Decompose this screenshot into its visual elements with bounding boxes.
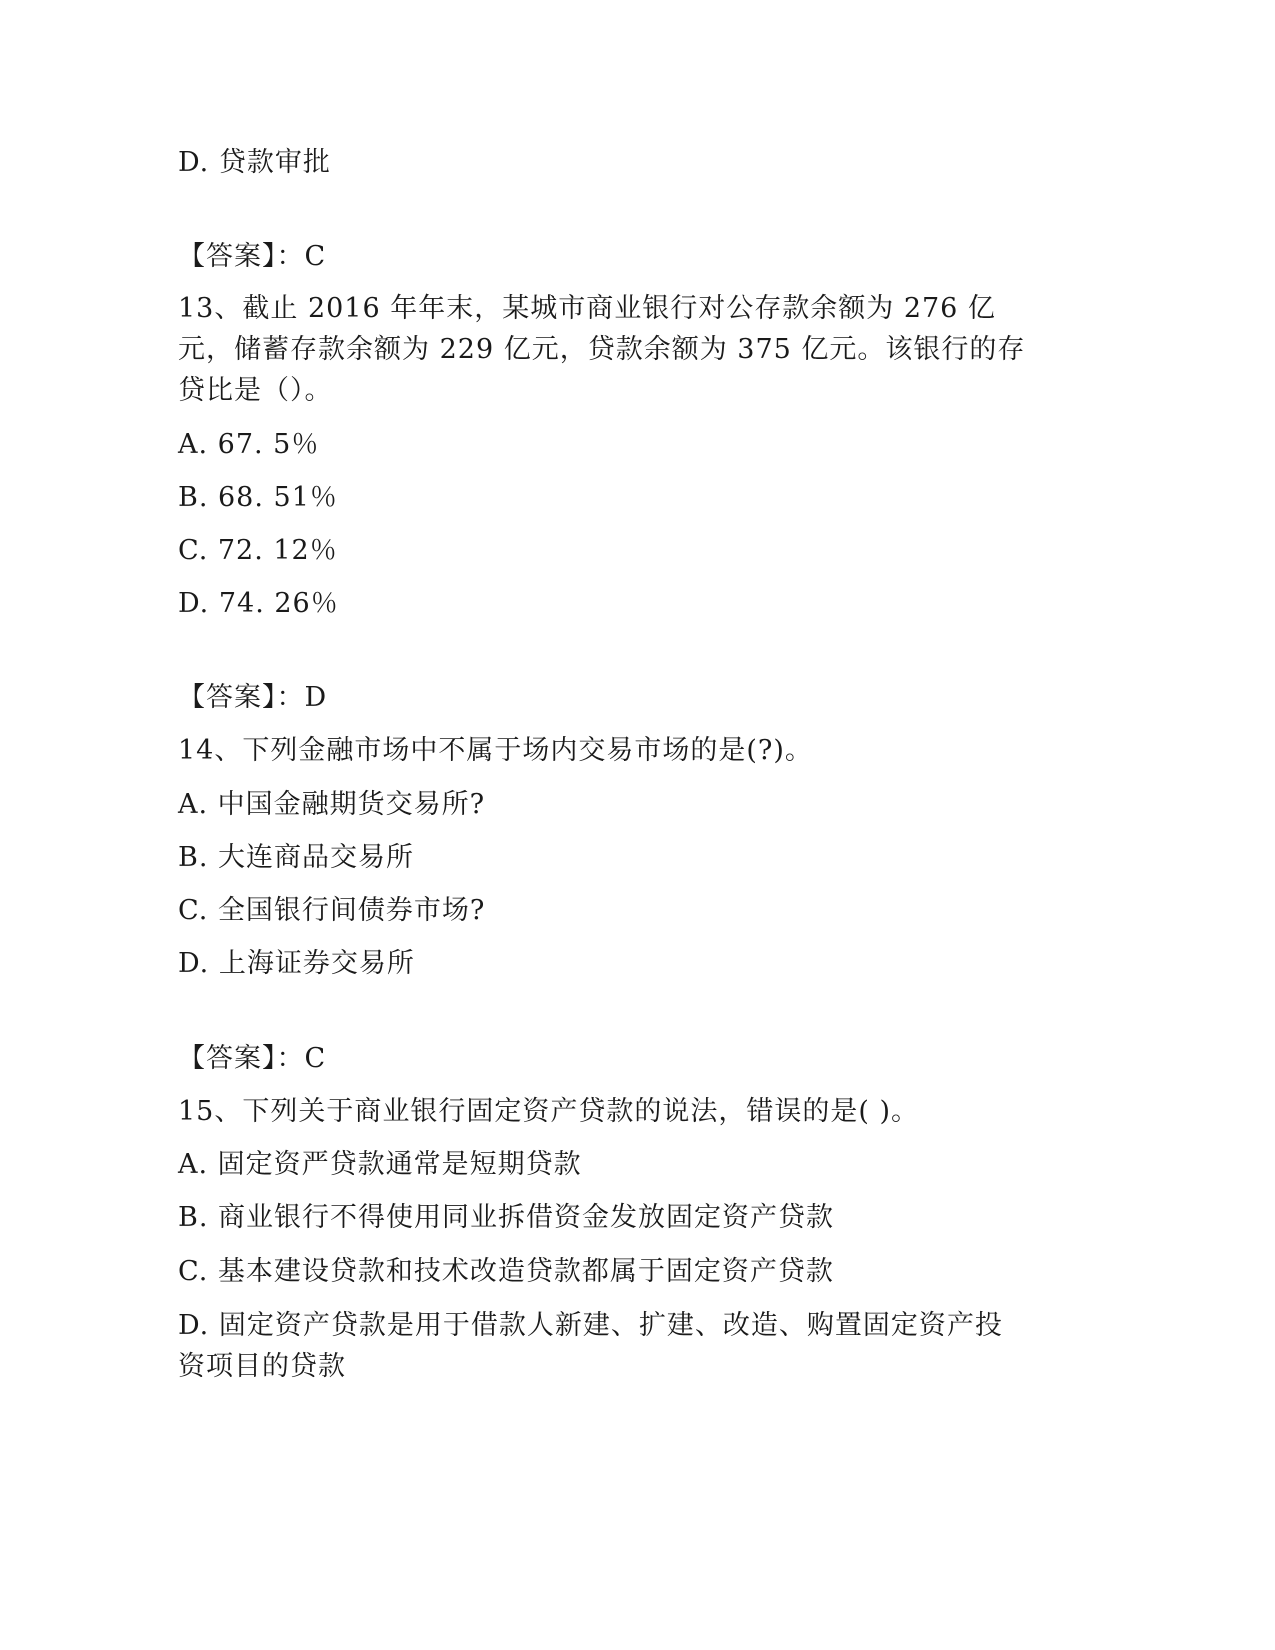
question-15-option-a: A. 固定资严贷款通常是短期贷款 <box>178 1149 582 1180</box>
question-13-option-a: A. 67. 5％ <box>178 429 320 460</box>
question-14-answer: 【答案】：C <box>178 1043 327 1074</box>
prev-option-d: D. 贷款审批 <box>178 147 331 178</box>
question-15-option-b: B. 商业银行不得使用同业拆借资金发放固定资产贷款 <box>178 1202 835 1233</box>
question-13-option-b: B. 68. 51％ <box>178 482 338 513</box>
question-13-option-c: C. 72. 12％ <box>178 535 338 566</box>
question-14-option-a: A. 中国金融期货交易所? <box>178 789 486 820</box>
prev-answer: 【答案】：C <box>178 241 327 272</box>
question-14-option-b: B. 大连商品交易所 <box>178 842 415 873</box>
question-13-answer: 【答案】：D <box>178 682 328 713</box>
question-15-option-d: D. 固定资产贷款是用于借款人新建、扩建、改造、购置固定资产投资项目的贷款 <box>178 1310 1003 1382</box>
question-13-option-d: D. 74. 26％ <box>178 588 339 619</box>
question-13-stem: 13、截止 2016 年年末，某城市商业银行对公存款余额为 276 亿元，储蓄存款余额为 229 亿元，贷款余额为 375 亿元。该银行的存贷比是（）。 <box>178 293 1026 406</box>
question-14-stem: 14、下列金融市场中不属于场内交易市场的是(?)。 <box>178 735 813 766</box>
question-15-stem: 15、下列关于商业银行固定资产贷款的说法，错误的是( )。 <box>178 1096 920 1127</box>
question-14-option-c: C. 全国银行间债券市场? <box>178 895 486 926</box>
question-15-option-c: C. 基本建设贷款和技术改造贷款都属于固定资产贷款 <box>178 1256 834 1287</box>
question-14-option-d: D. 上海证券交易所 <box>178 948 415 979</box>
